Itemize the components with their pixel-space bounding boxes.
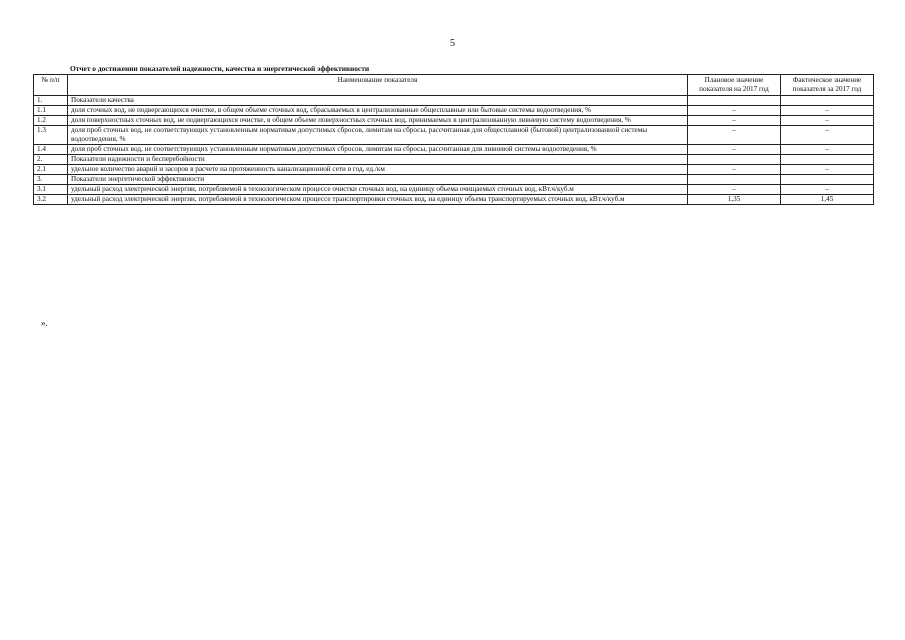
- row-fact: –: [781, 165, 874, 175]
- row-fact: –: [781, 185, 874, 195]
- row-fact: 1,45: [781, 195, 874, 205]
- table-row: [34, 96, 874, 106]
- page-number: 5: [450, 38, 455, 49]
- row-num: 3.2: [34, 195, 68, 205]
- row-num: 2.1: [34, 165, 68, 175]
- header-num: № п/п: [34, 75, 68, 96]
- row-name: доля проб сточных вод, не соответствующих установленным нормативам допустимых сбросов, лимитам на сбросы, рассчитанная для ливневой системы водоотведения, %: [68, 145, 688, 155]
- row-plan: [688, 96, 781, 106]
- row-num: 1.2: [34, 116, 68, 126]
- row-fact: –: [781, 116, 874, 126]
- table-row: [34, 165, 874, 175]
- row-plan: –: [688, 106, 781, 116]
- table-header-row: [34, 75, 874, 96]
- closing-mark: ».: [41, 318, 48, 328]
- row-fact: –: [781, 145, 874, 155]
- row-plan: 1,35: [688, 195, 781, 205]
- row-name: удельное количество аварий и засоров в расчете на протяженность канализационной сети в год, ед./км: [68, 165, 688, 175]
- table-row: [34, 195, 874, 205]
- row-fact: –: [781, 126, 874, 145]
- row-plan: [688, 175, 781, 185]
- table-body: [34, 96, 874, 205]
- row-name: удельный расход электрической энергии, потребляемой в технологическом процессе транспортировки сточных вод, на единицу объема транспортируемых сточных вод, кВт.ч/куб.м: [68, 195, 688, 205]
- row-plan: –: [688, 185, 781, 195]
- row-num: 1.4: [34, 145, 68, 155]
- row-plan: –: [688, 116, 781, 126]
- row-name: доля проб сточных вод, не соответствующих установленным нормативам допустимых сбросов, лимитам на сбросы, рассчитанная для общесплавной (бытовой) централизованной системы водоотведения, %: [68, 126, 688, 145]
- table-row: [34, 126, 874, 145]
- row-num: 1.3: [34, 126, 68, 145]
- row-fact: [781, 96, 874, 106]
- row-name: удельный расход электрической энергии, потребляемой в технологическом процессе очистки сточных вод, на единицу объема очищаемых сточных вод, кВт.ч/куб.м: [68, 185, 688, 195]
- row-num: 1.1: [34, 106, 68, 116]
- row-name: доля сточных вод, не подвергающихся очистке, в общем объеме сточных вод, сбрасываемых в централизованные общесплавные или бытовые системы водоотведения, %: [68, 106, 688, 116]
- row-fact: [781, 175, 874, 185]
- row-plan: [688, 155, 781, 165]
- table-row: [34, 116, 874, 126]
- row-name: доля поверхностных сточных вод, не подвергающихся очистке, в общем объеме поверхностных сточных вод, принимаемых в централизованную ливневую систему водоотведения, %: [68, 116, 688, 126]
- row-name: Показатели энергетической эффективности: [68, 175, 688, 185]
- row-num: 3.: [34, 175, 68, 185]
- report-table: [33, 74, 874, 205]
- row-fact: [781, 155, 874, 165]
- table-row: [34, 155, 874, 165]
- row-num: 3.1: [34, 185, 68, 195]
- header-name: Наименование показателя: [68, 75, 688, 96]
- table-row: [34, 145, 874, 155]
- row-num: 2.: [34, 155, 68, 165]
- header-fact: Фактическое значение показателя за 2017 год: [781, 75, 874, 96]
- row-name: Показатели качества: [68, 96, 688, 106]
- table-row: [34, 175, 874, 185]
- row-plan: –: [688, 165, 781, 175]
- row-plan: –: [688, 145, 781, 155]
- report-title: Отчет о достижении показателей надежности, качества и энергетической эффективности: [70, 64, 370, 73]
- row-name: Показатели надежности и бесперебойности: [68, 155, 688, 165]
- row-fact: –: [781, 106, 874, 116]
- row-num: 1.: [34, 96, 68, 106]
- table-row: [34, 106, 874, 116]
- table-row: [34, 185, 874, 195]
- row-plan: –: [688, 126, 781, 145]
- header-plan: Плановое значение показателя на 2017 год: [688, 75, 781, 96]
